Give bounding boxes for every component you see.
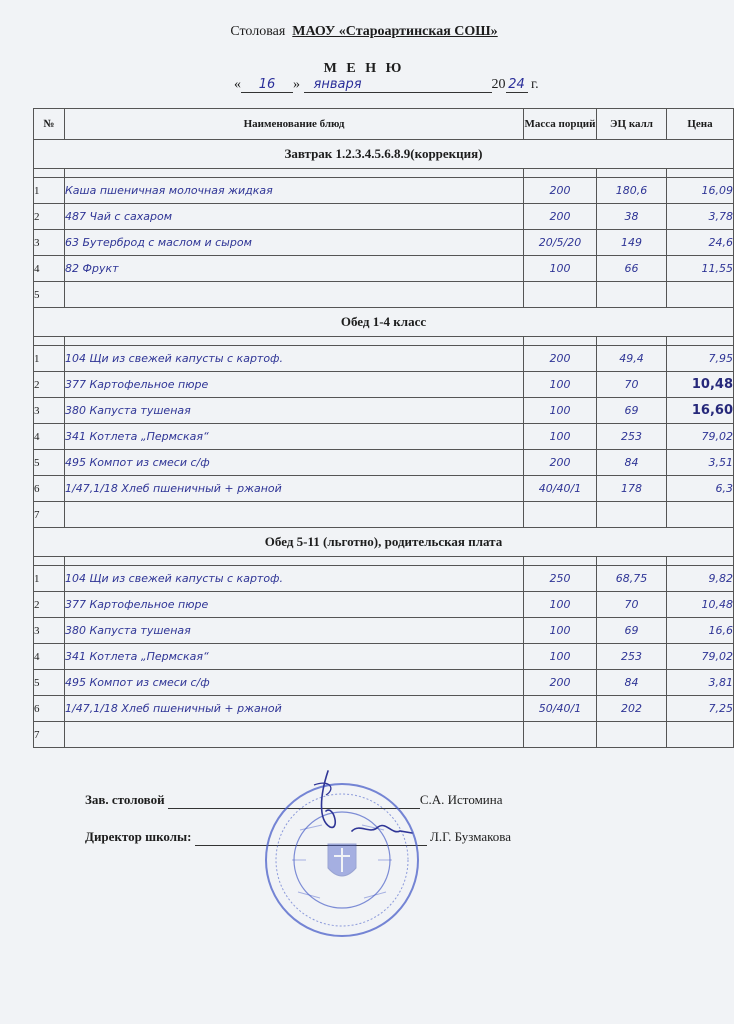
- row-number: 1: [34, 346, 65, 372]
- spacer-cell: [524, 557, 597, 566]
- row-number: 4: [34, 256, 65, 282]
- dish-mass: 100: [524, 256, 597, 282]
- dish-price: 6,3: [667, 476, 734, 502]
- table-row: [34, 178, 734, 204]
- dish-kcal: 202: [597, 696, 667, 722]
- spacer-cell: [597, 337, 667, 346]
- col-price: Цена: [667, 109, 734, 140]
- spacer-cell: [34, 337, 65, 346]
- dish-kcal: 180,6: [597, 178, 667, 204]
- spacer-cell: [524, 337, 597, 346]
- row-number: 3: [34, 230, 65, 256]
- dish-mass: 200: [524, 670, 597, 696]
- row-number: 3: [34, 398, 65, 424]
- spacer-cell: [65, 557, 524, 566]
- section-spacer: [34, 169, 734, 178]
- dish-mass: 100: [524, 372, 597, 398]
- dish-name: 380 Капуста тушеная: [65, 398, 524, 424]
- dish-mass: 200: [524, 346, 597, 372]
- row-number: 5: [34, 282, 65, 308]
- canteen-label: Зав. столовой: [85, 792, 165, 807]
- dish-price: 3,51: [667, 450, 734, 476]
- row-number: 4: [34, 424, 65, 450]
- col-dish-name: Наименование блюд: [65, 109, 524, 140]
- dish-price: 16,6: [667, 618, 734, 644]
- spacer-cell: [667, 337, 734, 346]
- dish-price: 24,6: [667, 230, 734, 256]
- dish-price: 3,78: [667, 204, 734, 230]
- spacer-cell: [34, 557, 65, 566]
- row-number: 5: [34, 670, 65, 696]
- date-year-suffix: 24: [506, 77, 528, 93]
- dish-kcal: 178: [597, 476, 667, 502]
- menu-table-body: [34, 140, 734, 748]
- date-year-prefix: 20: [491, 77, 506, 92]
- table-row: [34, 372, 734, 398]
- director-signature: [300, 765, 420, 875]
- dish-mass: 20/5/20: [524, 230, 597, 256]
- dish-name: 1/47,1/18 Хлеб пшеничный + ржаной: [65, 476, 524, 502]
- table-row: [34, 696, 734, 722]
- dish-kcal: [597, 502, 667, 528]
- table-row: [34, 644, 734, 670]
- dish-kcal: 69: [597, 618, 667, 644]
- table-row: [34, 346, 734, 372]
- row-number: 6: [34, 476, 65, 502]
- row-number: 2: [34, 372, 65, 398]
- row-number: 7: [34, 722, 65, 748]
- dish-kcal: 68,75: [597, 566, 667, 592]
- date-year-end: г.: [531, 77, 539, 92]
- dish-name: 104 Щи из свежей капусты с картоф.: [65, 346, 524, 372]
- col-kcal: ЭЦ калл: [597, 109, 667, 140]
- table-row: [34, 670, 734, 696]
- dish-kcal: [597, 282, 667, 308]
- director-label: Директор школы:: [85, 829, 192, 844]
- dish-kcal: 149: [597, 230, 667, 256]
- date-day: 16: [241, 77, 293, 93]
- dish-price: 7,25: [667, 696, 734, 722]
- dish-name: 487 Чай с сахаром: [65, 204, 524, 230]
- section-title: Завтрак 1.2.3.4.5.6.8.9(коррекция): [34, 140, 734, 169]
- spacer-cell: [597, 557, 667, 566]
- dish-mass: 200: [524, 450, 597, 476]
- dish-price: 79,02: [667, 644, 734, 670]
- dish-kcal: 66: [597, 256, 667, 282]
- row-number: 3: [34, 618, 65, 644]
- dish-name: 341 Котлета „Пермская“: [65, 424, 524, 450]
- spacer-cell: [597, 169, 667, 178]
- dish-kcal: 69: [597, 398, 667, 424]
- section-title: Обед 1-4 класс: [34, 308, 734, 337]
- col-number: №: [34, 109, 65, 140]
- dish-kcal: 49,4: [597, 346, 667, 372]
- dish-name: [65, 722, 524, 748]
- dish-name: 380 Капуста тушеная: [65, 618, 524, 644]
- table-row: [34, 424, 734, 450]
- table-row: [34, 722, 734, 748]
- table-row: [34, 476, 734, 502]
- dish-mass: 40/40/1: [524, 476, 597, 502]
- dish-price: 9,82: [667, 566, 734, 592]
- row-number: 7: [34, 502, 65, 528]
- dish-mass: 100: [524, 424, 597, 450]
- spacer-cell: [65, 169, 524, 178]
- dish-price: 3,81: [667, 670, 734, 696]
- section-title: Обед 5-11 (льготно), родительская плата: [34, 528, 734, 557]
- title-prefix: Столовая: [230, 24, 286, 39]
- dish-name: 495 Компот из смеси с/ф: [65, 670, 524, 696]
- date-month: января: [304, 77, 492, 93]
- dish-name: 377 Картофельное пюре: [65, 372, 524, 398]
- table-row: [34, 566, 734, 592]
- section-spacer: [34, 557, 734, 566]
- dish-mass: [524, 282, 597, 308]
- row-number: 2: [34, 592, 65, 618]
- dish-mass: 250: [524, 566, 597, 592]
- section-row: [34, 308, 734, 337]
- section-spacer: [34, 337, 734, 346]
- dish-price: 10,48: [667, 592, 734, 618]
- dish-name: 104 Щи из свежей капусты с картоф.: [65, 566, 524, 592]
- row-number: 1: [34, 178, 65, 204]
- dish-price: 16,60: [667, 398, 734, 424]
- menu-table: [33, 108, 734, 748]
- dish-mass: [524, 502, 597, 528]
- dish-price: 7,95: [667, 346, 734, 372]
- director-person: Л.Г. Бузмакова: [430, 829, 512, 844]
- dish-name: Каша пшеничная молочная жидкая: [65, 178, 524, 204]
- dish-name: 63 Бутерброд с маслом и сыром: [65, 230, 524, 256]
- row-number: 5: [34, 450, 65, 476]
- table-row: [34, 230, 734, 256]
- dish-price: 79,02: [667, 424, 734, 450]
- dish-name: [65, 502, 524, 528]
- dish-price: 11,55: [667, 256, 734, 282]
- row-number: 6: [34, 696, 65, 722]
- row-number: 2: [34, 204, 65, 230]
- dish-kcal: 70: [597, 592, 667, 618]
- dish-name: 341 Котлета „Пермская“: [65, 644, 524, 670]
- dish-mass: 200: [524, 204, 597, 230]
- dish-name: 1/47,1/18 Хлеб пшеничный + ржаной: [65, 696, 524, 722]
- dish-price: [667, 722, 734, 748]
- date-line: [234, 77, 539, 93]
- col-mass: Масса порций: [524, 109, 597, 140]
- date-close-quote: »: [293, 77, 300, 92]
- dish-name: 82 Фрукт: [65, 256, 524, 282]
- date-open-quote: «: [234, 77, 241, 92]
- dish-kcal: 70: [597, 372, 667, 398]
- table-row: [34, 256, 734, 282]
- dish-mass: 100: [524, 592, 597, 618]
- dish-name: 495 Компот из смеси с/ф: [65, 450, 524, 476]
- spacer-cell: [524, 169, 597, 178]
- dish-mass: 100: [524, 398, 597, 424]
- dish-name: [65, 282, 524, 308]
- dish-kcal: 38: [597, 204, 667, 230]
- dish-kcal: [597, 722, 667, 748]
- dish-price: [667, 502, 734, 528]
- table-row: [34, 502, 734, 528]
- table-row: [34, 398, 734, 424]
- dish-kcal: 84: [597, 670, 667, 696]
- document-title: [0, 24, 728, 40]
- section-row: [34, 528, 734, 557]
- table-row: [34, 450, 734, 476]
- dish-kcal: 253: [597, 424, 667, 450]
- dish-mass: [524, 722, 597, 748]
- dish-mass: 100: [524, 644, 597, 670]
- spacer-cell: [65, 337, 524, 346]
- spacer-cell: [667, 169, 734, 178]
- table-row: [34, 618, 734, 644]
- menu-heading: М Е Н Ю: [323, 61, 405, 76]
- dish-name: 377 Картофельное пюре: [65, 592, 524, 618]
- org-name: МАОУ «Староартинская СОШ»: [292, 24, 498, 39]
- dish-price: [667, 282, 734, 308]
- dish-mass: 200: [524, 178, 597, 204]
- row-number: 4: [34, 644, 65, 670]
- spacer-cell: [667, 557, 734, 566]
- table-header-row: [34, 109, 734, 140]
- dish-kcal: 84: [597, 450, 667, 476]
- table-row: [34, 204, 734, 230]
- dish-mass: 100: [524, 618, 597, 644]
- table-row: [34, 592, 734, 618]
- dish-kcal: 253: [597, 644, 667, 670]
- row-number: 1: [34, 566, 65, 592]
- canteen-person: С.А. Истомина: [419, 792, 503, 807]
- table-row: [34, 282, 734, 308]
- dish-price: 16,09: [667, 178, 734, 204]
- spacer-cell: [34, 169, 65, 178]
- section-row: [34, 140, 734, 169]
- dish-price: 10,48: [667, 372, 734, 398]
- dish-mass: 50/40/1: [524, 696, 597, 722]
